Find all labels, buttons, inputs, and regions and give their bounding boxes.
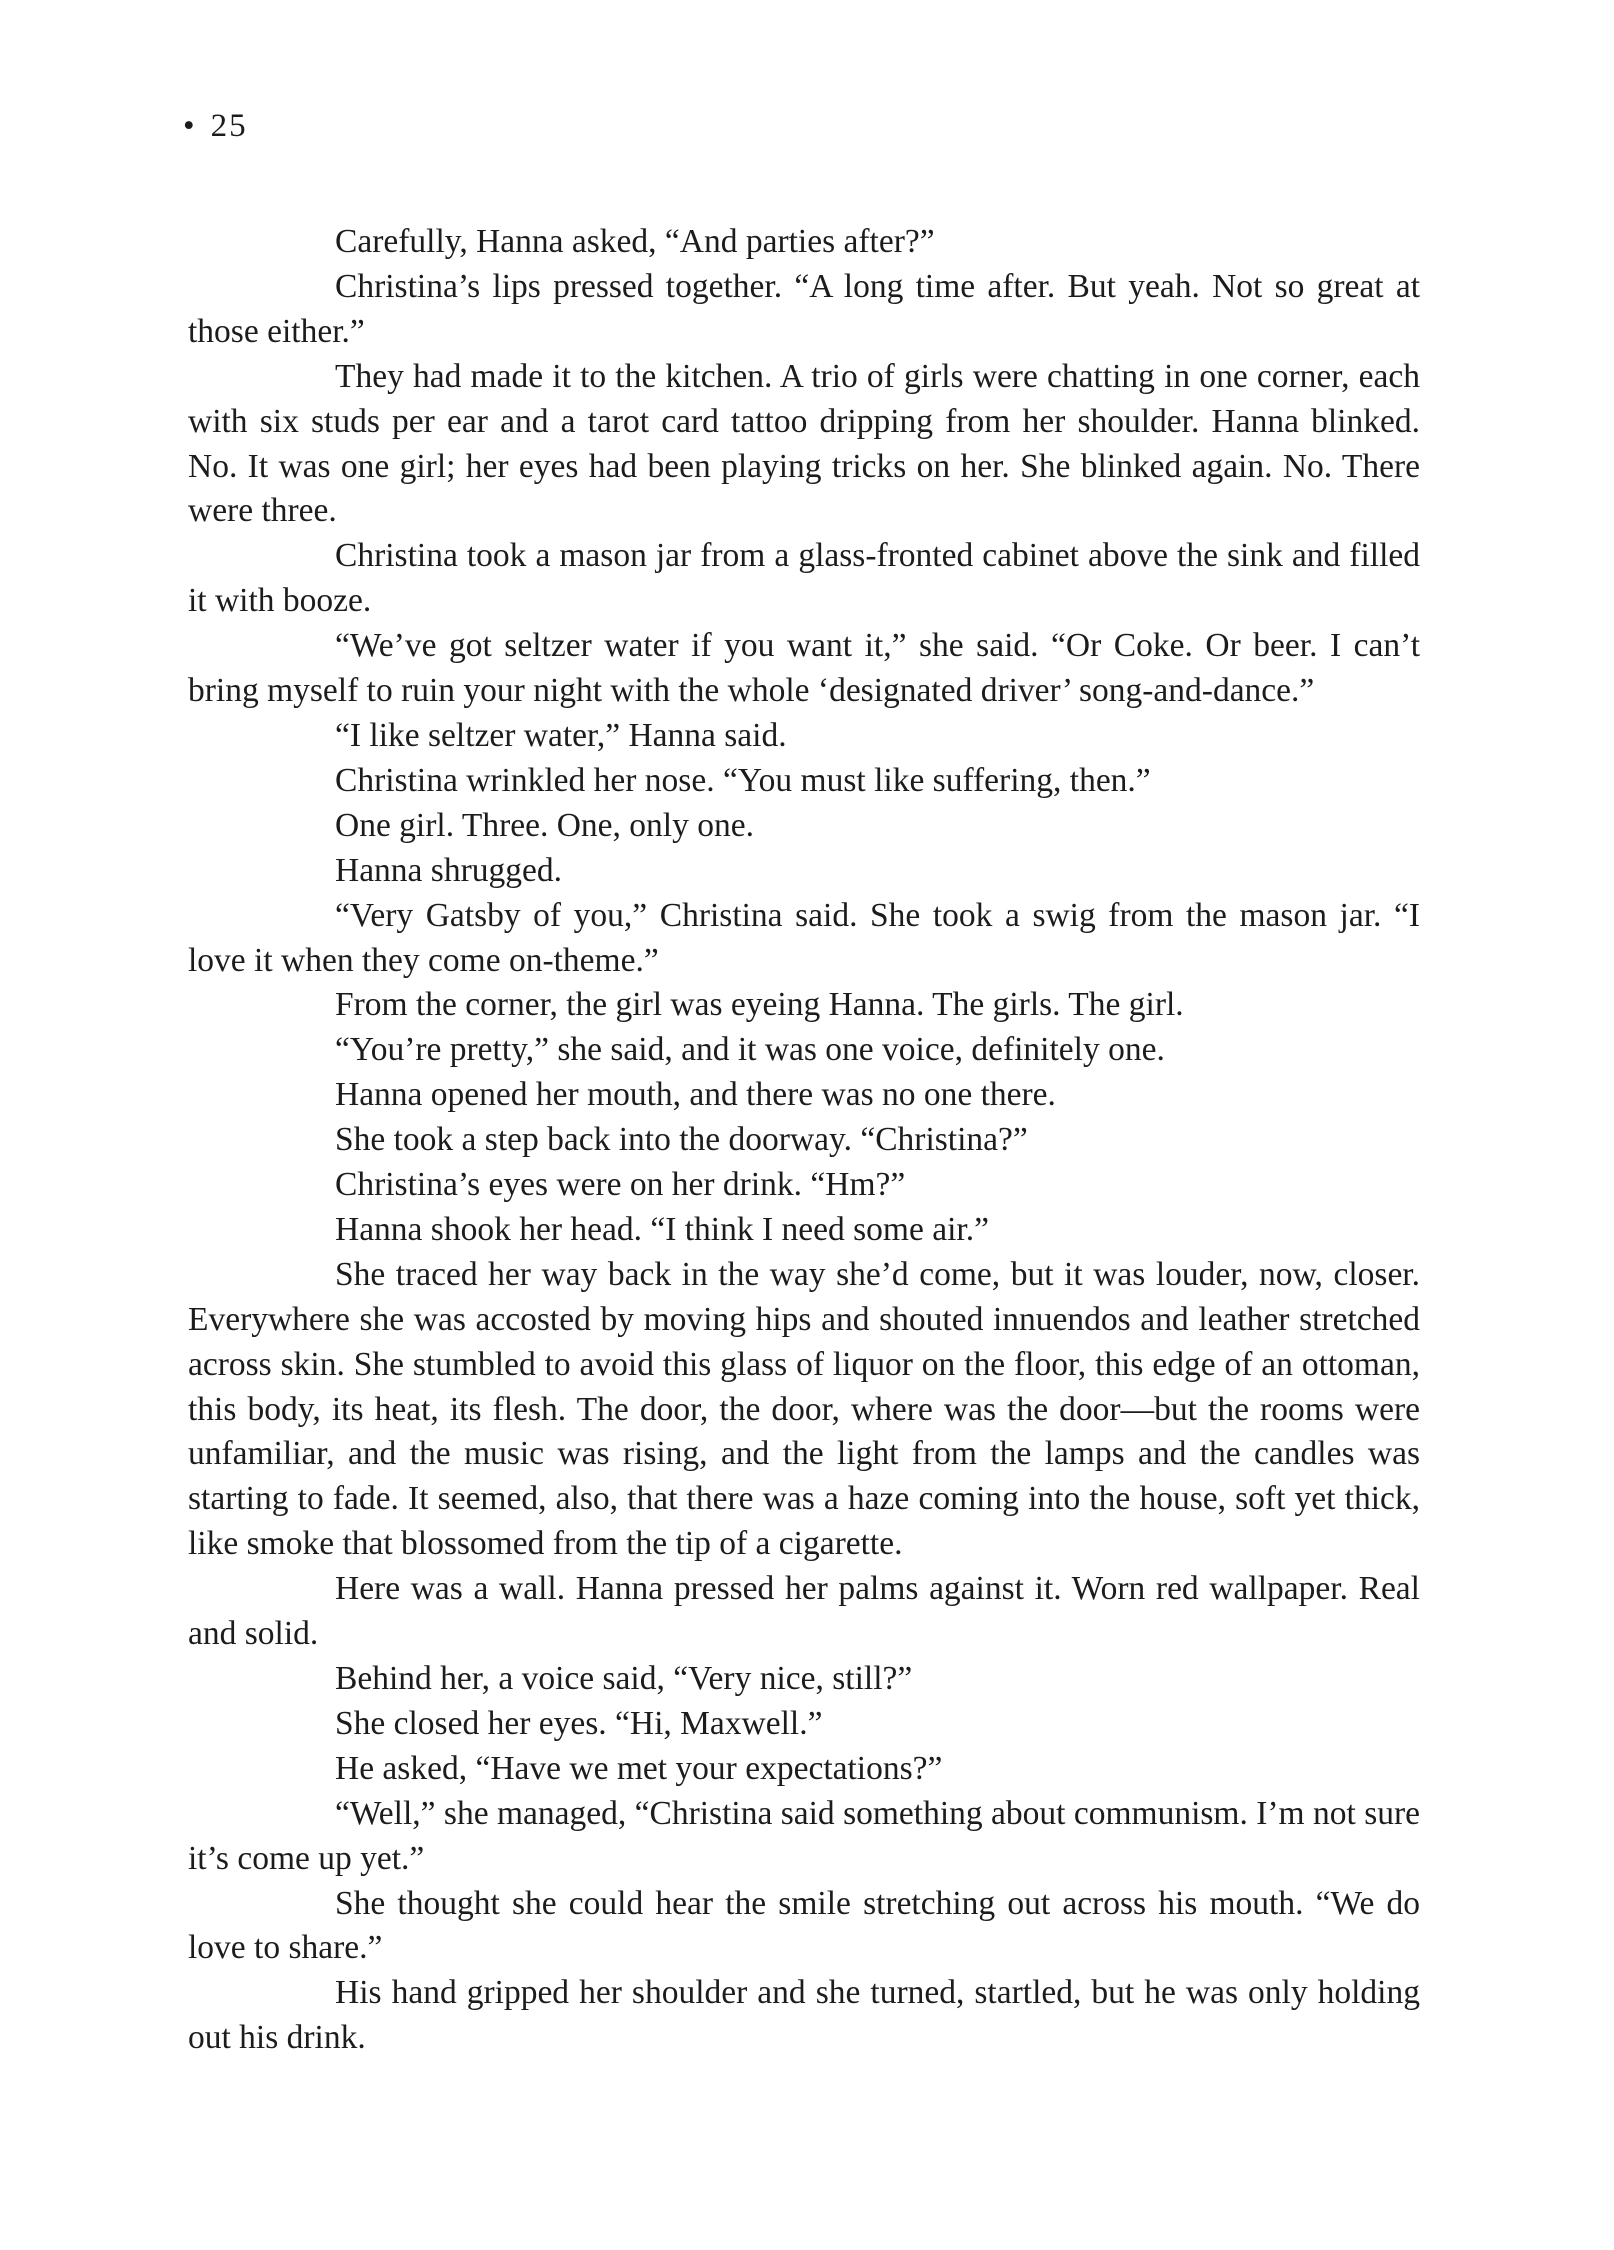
paragraph: Christina’s lips pressed together. “A long time after. But yeah. Not so great at those either.” xyxy=(188,267,1420,350)
paragraph: Behind her, a voice said, “Very nice, still?” xyxy=(335,1660,913,1697)
paragraph: They had made it to the kitchen. A trio of girls were chatting in one corner, each with six studs per ear and a tarot card tattoo dripping from her shoulder. Hanna blinked. No. It was one girl; her eyes had been playing tricks on her. She blinked again. No. There were three. xyxy=(188,357,1420,530)
paragraph: “We’ve got seltzer water if you want it,” she said. “Or Coke. Or beer. I can’t bring myself to ruin your night with the whole ‘designated driver’ song-and-dance.” xyxy=(188,627,1420,710)
paragraph: She thought she could hear the smile stretching out across his mouth. “We do love to share.” xyxy=(188,1884,1420,1967)
paragraph: “Very Gatsby of you,” Christina said. She took a swig from the mason jar. “I love it when they come on-theme.” xyxy=(188,896,1420,979)
paragraph: “You’re pretty,” she said, and it was one voice, definitely one. xyxy=(335,1031,1165,1069)
paragraph: Christina wrinkled her nose. “You must like suffering, then.” xyxy=(335,761,1151,799)
paragraph: “I like seltzer water,” Hanna said. xyxy=(335,716,787,754)
paragraph: Carefully, Hanna asked, “And parties after?” xyxy=(335,223,935,260)
page-number: 25 xyxy=(210,108,248,144)
paragraph: “Well,” she managed, “Christina said something about communism. I’m not sure it’s come up yet.” xyxy=(188,1794,1420,1877)
paragraph: She traced her way back in the way she’d come, but it was louder, now, closer. Everywhere she was accosted by moving hips and shouted innuendos and leather stretched across skin. She stumbled to avoid this glass of liquor on the floor, this edge of an ottoman, this body, its heat, its flesh. The door, the door, where was the door—but the rooms were unfamiliar, and the music was rising, and the light from the lamps and the candles was starting to fade. It seemed, also, that there was a haze coming into the house, soft yet thick, like smoke that blossomed from the tip of a cigarette. xyxy=(188,1255,1420,1563)
folio-bullet: • xyxy=(183,108,197,144)
paragraph: From the corner, the girl was eyeing Hanna. The girls. The girl. xyxy=(335,986,1184,1024)
paragraph: Hanna shrugged. xyxy=(335,851,562,889)
paragraph: He asked, “Have we met your expectations?” xyxy=(335,1749,943,1787)
paragraph: Christina took a mason jar from a glass-fronted cabinet above the sink and filled it with booze. xyxy=(188,537,1420,620)
paragraph: Hanna opened her mouth, and there was no one there. xyxy=(335,1076,1056,1114)
paragraph: One girl. Three. One, only one. xyxy=(335,806,754,844)
paragraph: Here was a wall. Hanna pressed her palms against it. Worn red wallpaper. Real and solid. xyxy=(188,1570,1420,1653)
paragraph: Hanna shook her head. “I think I need some air.” xyxy=(335,1210,989,1248)
paragraph: His hand gripped her shoulder and she turned, startled, but he was only holding out his drink. xyxy=(188,1974,1420,2057)
paragraph: She took a step back into the doorway. “Christina?” xyxy=(335,1121,1028,1159)
page-folio xyxy=(183,106,248,146)
paragraph: Christina’s eyes were on her drink. “Hm?” xyxy=(335,1166,906,1204)
body-text xyxy=(188,220,1420,2061)
paragraph: She closed her eyes. “Hi, Maxwell.” xyxy=(335,1704,823,1742)
